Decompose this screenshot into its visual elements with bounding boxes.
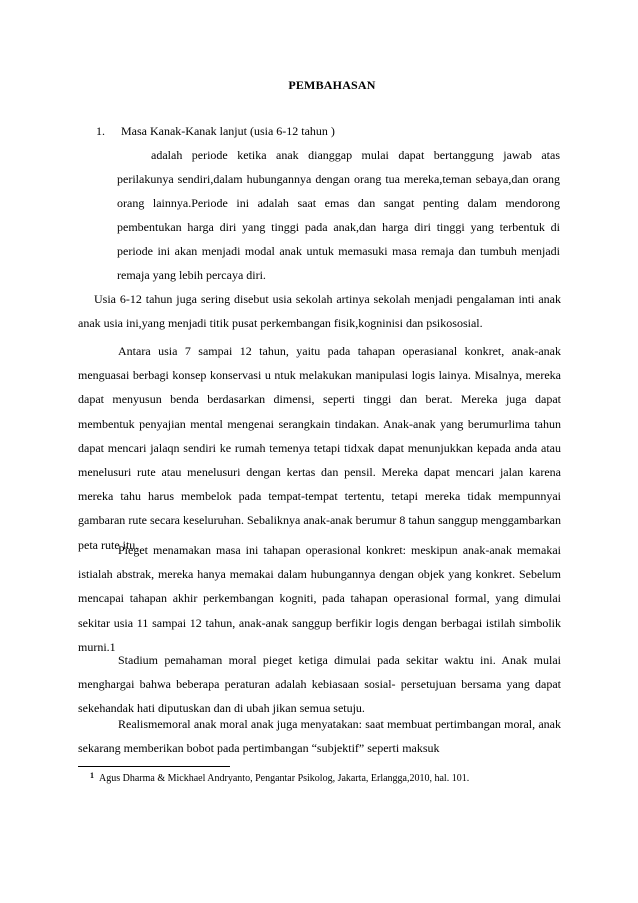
paragraph-concrete-operations [78,339,561,557]
paragraph-text: Antara usia 7 sampai 12 tahun, yaitu pada tahapan operasianal konkret, anak-anak menguasai berbagi konsep konservasi u ntuk melakukan manipulasi logis lainya. Misalnya, mereka dapat menyusun benda berdasarkan dimensi, seperti tinggi dan berat. Mereka juga dapat membentuk penyajian mental mengenai serangkain tindakan. Anak-anak yang berumurlima tahun dapat mencari jalaqn sendiri ke rumah temenya tetapi tidxak dapat menunjukkan kepada anda atau menelusuri rute atau menelusuri dengan kertas dan pensil. Mereka dapat mencari jalan karena mereka tahu harus membelok pada tempat-tempat tertentu, tetapi mereka tidak mempunnyai gambaran rute secara keseluruhan. Sebaliknya anak-anak berumur 8 tahun sanggup menggambarkan peta rute itu. [78,344,561,552]
paragraph-text: Realismemoral anak moral anak juga menyatakan: saat membuat pertimbangan moral, anak sekarang memberikan bobot pada pertimbangan “subjektif” seperti maksuk [78,717,561,756]
list-item-body-text: adalah periode ketika anak dianggap mulai dapat bertanggung jawab atas perilakunya sendiri,dalam hubungannya dengan orang tua mereka,teman sebaya,dan orang orang lainnya.Periode ini adalah saat emas dan sangat penting dalam mendorong pembentukan harga diri yang tinggi pada anak,dan harga diri tinggi yang terbentuk di periode ini akan menjadi modal anak untuk memasuki masa remaja dan tumbuh menjadi remaja yang lebih percaya diri. [117,148,560,282]
footnote-divider [78,766,230,767]
page-title: PEMBAHASAN [288,78,376,92]
paragraph-moral-realism [78,712,561,760]
paragraph-school-age [78,287,561,335]
paragraph-piaget [78,538,561,659]
footnote-marker: 1 [90,771,94,780]
paragraph-text: Pieget menamakan masa ini tahapan operasional konkret: meskipun anak-anak memakai istialah abstrak, mereka hanya memakai dalam hubungannya dengan objek yang konkret. Sebelum mencapai tahapan akhir perkembangan kogniti, pada tahapan operasional formal, yang dimulai sekitar usia 11 sampai 12 tahun, anak-anak sanggup berfikir logis dengan berbagai istilah simbolik murni.1 [78,543,561,654]
paragraph-moral-stage [78,648,561,721]
paragraph-text: Usia 6-12 tahun juga sering disebut usia sekolah artinya sekolah menjadi pengalaman inti anak anak usia ini,yang menjadi titik pusat perkembangan fisik,kogninisi dan psikososial. [78,292,561,331]
footnote [90,771,469,784]
footnote-text: Agus Dharma & Mickhael Andryanto, Pengantar Psikolog, Jakarta, Erlangga,2010, hal. 101. [99,773,470,784]
list-item-title: Masa Kanak-Kanak lanjut (usia 6-12 tahun ) [121,124,335,138]
list-item-body [117,143,560,287]
paragraph-text: Stadium pemahaman moral pieget ketiga dimulai pada sekitar waktu ini. Anak mulai menghargai bahwa beberapa peraturan adalah kebiasaan sosial- persetujuan bersama yang dapat sekehandak hati diputuskan dan di ubah jikan semua setuju. [78,653,561,716]
list-item-heading [96,124,335,139]
list-item-number: 1. [96,124,105,138]
